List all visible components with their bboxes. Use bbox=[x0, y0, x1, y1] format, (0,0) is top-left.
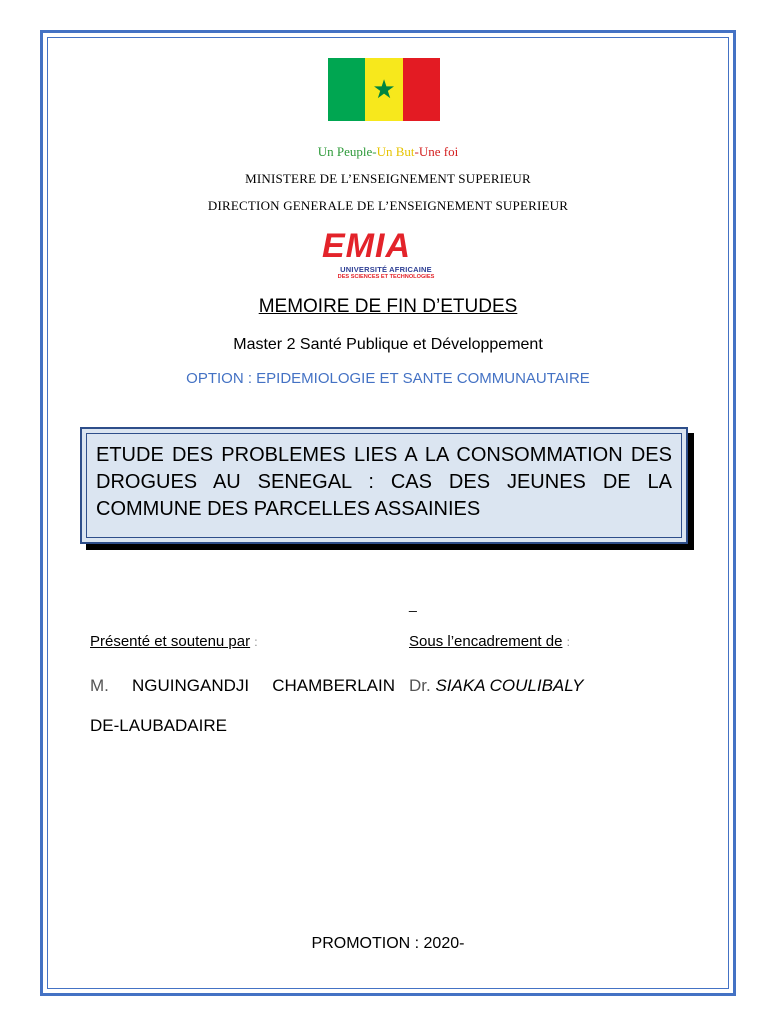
motto-part-2: Un But bbox=[376, 144, 415, 159]
logo-line-1: UNIVERSITÉ AFRICAINE bbox=[340, 265, 432, 274]
flag-yellow-band bbox=[365, 58, 402, 121]
separator-dash: _ bbox=[409, 596, 417, 612]
document-type: MEMOIRE DE FIN D’ETUDES bbox=[258, 296, 518, 317]
supervisor-full-name: SIAKA COULIBALY bbox=[435, 676, 584, 695]
logo-wordmark: EMIA bbox=[322, 227, 411, 265]
senegal-flag bbox=[328, 58, 440, 121]
title-box-inner bbox=[86, 433, 682, 538]
logo-line-2: DES SCIENCES ET TECHNOLOGIES bbox=[337, 274, 435, 280]
emia-logo bbox=[318, 227, 452, 285]
degree-option: OPTION : EPIDEMIOLOGIE ET SANTE COMMUNAUTAIRE bbox=[186, 370, 590, 387]
ministry-name: MINISTERE DE L’ENSEIGNEMENT SUPERIEUR bbox=[245, 171, 531, 186]
national-motto bbox=[47, 144, 729, 160]
supervised-by-colon: : bbox=[566, 635, 570, 649]
thesis-title: ETUDE DES PROBLEMES LIES A LA CONSOMMATION DES DROGUES AU SENEGAL : CAS DES JEUNES DE LA COMMUNE DES PARCELLES ASSAINIES bbox=[96, 444, 672, 520]
motto-part-3: -Une foi bbox=[414, 144, 459, 159]
student-name-first: NGUINGANDJI CHAMBERLAIN bbox=[131, 676, 395, 695]
title-box bbox=[80, 427, 688, 544]
supervisor-name bbox=[409, 676, 584, 696]
degree-name: Master 2 Santé Publique et Développement bbox=[233, 336, 543, 353]
student-prefix: M. bbox=[90, 676, 109, 695]
motto-part-1: Un Peuple- bbox=[317, 144, 377, 159]
star-icon: ★ bbox=[372, 74, 396, 105]
supervised-by-label bbox=[409, 633, 570, 650]
promotion-year: PROMOTION : 2020- bbox=[311, 935, 465, 952]
direction-name: DIRECTION GENERALE DE L’ENSEIGNEMENT SUPERIEUR bbox=[207, 198, 569, 213]
student-name-line-2: DE-LAUBADAIRE bbox=[90, 716, 227, 735]
flag-red-band bbox=[403, 58, 440, 121]
supervisor-prefix: Dr. bbox=[409, 676, 431, 695]
presented-by-colon: : bbox=[254, 635, 258, 649]
presented-by-label bbox=[90, 633, 258, 650]
presented-by-text: Présenté et soutenu par bbox=[90, 633, 251, 650]
student-name-line-1 bbox=[90, 676, 395, 696]
supervised-by-text: Sous l’encadrement de bbox=[409, 633, 563, 650]
flag-green-band bbox=[328, 58, 365, 121]
